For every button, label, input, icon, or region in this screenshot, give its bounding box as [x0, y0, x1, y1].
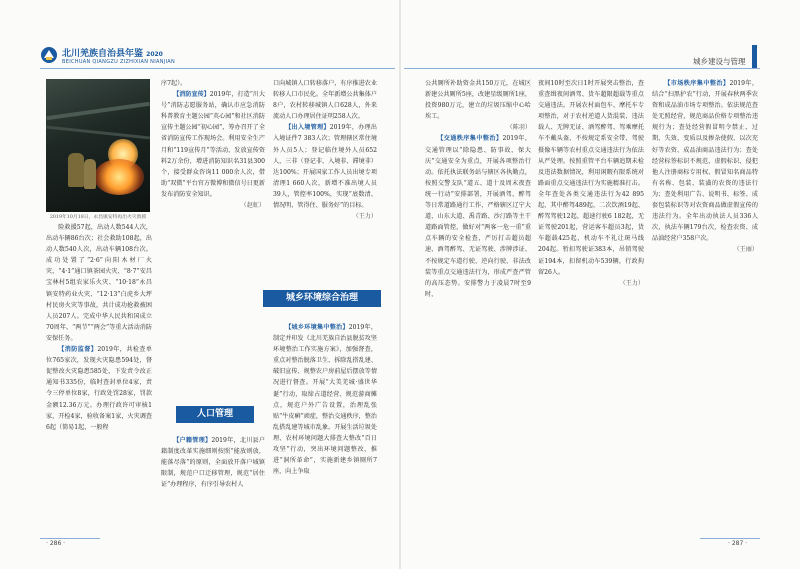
book-title: 北川羌族自治县年鉴 2020 — [62, 49, 163, 59]
article-text: （王力） — [619, 279, 644, 287]
left-header-rule — [40, 68, 395, 69]
article-paragraph — [161, 89, 265, 200]
column-6 — [652, 78, 758, 536]
article-paragraph — [161, 78, 265, 89]
right-footer-rule — [700, 538, 760, 539]
article-text: 口向城镇人口转移落户，有序推进农业转移人口市民化。全年新增公共集体户8户，农村转移城镇人口628人，外来流动人口办理居住证明258人次。 — [273, 80, 377, 121]
left-page-number: · 286 · — [46, 540, 66, 547]
article-text: 序7起）。 — [161, 80, 187, 87]
column-2 — [161, 78, 265, 394]
author-credit — [652, 244, 758, 255]
article-text: 公共厕所补助资金共150万元，在城区新建公共厕所5座，改建星级厕所1座，投资980万元，建立的垃圾压缩中心哈埃工。 — [425, 80, 531, 121]
article-text: （陈羽） — [506, 124, 531, 132]
article-heading: 【户籍管理】 — [173, 437, 212, 444]
article-text: 2019年，交通管理以“除隐患、防事故、保大庆”交通安全为重点，开展各项整治行动。依托执法联务站与辖区各执勤点，按照交警支队“道五、道十及周末夜查统一行动”安排部署，开展酒驾、醉驾等日常道路通行工作，严格辖区辽宁大道、山东大道、禹青路、沙汀路等主干道路面管控，做好对“两客一危一重”重点车辆的安全检查，严厉打击超员超速、酒驾醉驾、无证驾驶、涉牌涉证、不按规定车道行驶、逆向行驶、非法改装等重点交通违法行为，形成严查严管的高压态势。安排警力于凌晨7时至9时， — [425, 135, 531, 298]
left-footer-rule — [40, 538, 100, 539]
article-paragraph — [652, 78, 758, 244]
article-text: （王力） — [352, 213, 377, 221]
article-text: 2019年，制定并印发《北川羌族自治县脱贫攻坚环境整治工作实施方案》，加强督查，重点对整治脱落卫生、拆除乱搭乱建、破旧宣传、规整农户房前屋后摆放等情况进行督查。开展“大美羌城·盛世华诞”行动，取缔占道经营、规范游商摊点，规范户外广告设置，治理乱张贴“牛皮癣”顽症，整治交通秩序，整治乱搭乱建等城市乱象。开展生活垃圾处理、农村环境问题大排查大整改“百日攻坚”行动，突出环境问题整改，推进“洞所革命”，实施新建乡镇厕所7座，向上争取 — [273, 324, 377, 476]
photo-caption: 2019年10月18日，永昌镇安特再出火灾救援 — [49, 215, 147, 220]
article-text: 2019年，办理出入境证件7 383人次；管理辖区常住境外人员5人；登记临住境外人员652人，三非（登记非、入境非、滞境非）达100%；开展国家工作人员出境专项清理1 660人次，新增不准出境人员39人，管控率100%，实现“底数清、情况明、管得住、服务好”的目标。 — [273, 124, 377, 210]
article-text: 2019年，北川县户籍制度改革实施细则按照“能放则放，能落尽落”的原则，全面放开落户城镇限制，规范户口迁移管理，规范“居住证”办理程序，有序引导农村人 — [161, 437, 265, 489]
article-paragraph — [273, 122, 377, 211]
article-text: 夜间10时至次日1时开展突击整治，查重查缉夜间酒驾、货车超限超载等重点交通违法。开展农村面包车、摩托车专项整治，对于农村逆道人货混装、违法载人、无牌无证、酒驾醉驾、驾乘摩托车不戴头盔、不按规定系安全带、驾驶摄像车辆等农村重点交通违法行为依法从严处理。按照重管平台车辆追期未检及违法数据情况，利用闲暇有限系统对路面重点交通违法行为实施精准打击。全年查处各类交通违法行为42 895起，其中醉驾489起，二次饮酒19起、醉驾驾驶12起，超速行驶6 182起，无证驾驶201起，营运客车超员3起，货车超载425起，机动车不礼让斑马线204起。暂扣驾驶证383本，吊销驾驶证194本，扣留机动车539辆，行政拘留26人。 — [538, 80, 644, 276]
article-paragraph — [273, 78, 377, 122]
banner-environment: 城乡环境综合治理 — [263, 290, 381, 307]
article-text: 2019年，结合“扫黑护农”行动，开展春秋两季农资和成品油市场专项整治。依法规范查处无照经营，规范商品价格专项整治违规行为；查处经营假冒明令禁止、过期、失效、变质以及掺杂使假、以次充好等农资、成品油商品违法行为；查处经营标签标识不规范、虚假标识、侵犯他人注册商标专用权、假冒知名商品特有名称、包装、装潢的农资的违法行为；查处利用广告、说明书、标签、成套包装标识等对农资商品做虚假宣传的违法行为。全年出动执法人员336人次，执法车辆179台次，检查农资、成品油经营户358户次。 — [652, 80, 758, 243]
article-heading: 【消防监督】 — [58, 346, 98, 354]
article-paragraph — [538, 78, 644, 278]
author-credit — [425, 122, 531, 133]
left-header — [40, 44, 400, 74]
yearbook-logo-icon — [40, 46, 58, 64]
fire-rescue-photo — [46, 79, 150, 212]
article-paragraph — [425, 133, 531, 299]
column-1 — [46, 222, 152, 534]
author-credit — [538, 278, 644, 289]
section-title: 城乡建设与管理 — [693, 57, 746, 66]
article-paragraph — [46, 222, 152, 344]
article-heading: 【消防宣传】 — [173, 91, 210, 99]
column-5 — [538, 78, 644, 536]
article-text: （王丽） — [733, 246, 758, 254]
article-heading: 【出入境管理】 — [285, 124, 330, 132]
right-page-number: · 287 · — [728, 540, 748, 547]
article-paragraph — [161, 435, 265, 490]
article-text: 2019年，打造“川大号”消防志愿服务站，确认市应急消防科普教育主题公园“英心园”和社区消防宣传主题公园“初心园”，筹办召开了全省消防宣传工作现场会。利用安全生产月和“119宣传月”等活动，发放宣传资料2万余份，增进消防知识名31县300个，接受群众咨询11 000余人次，借助“双微”平台官方微博和微信号日更新发布消防安全知识。 — [161, 91, 265, 198]
author-credit — [273, 211, 377, 222]
article-text: （赵虹） — [240, 202, 265, 210]
article-heading: 【交通秩序集中整治】 — [437, 135, 503, 143]
page-fold — [399, 0, 401, 569]
column-4 — [425, 78, 531, 536]
article-paragraph — [425, 78, 531, 122]
column-3 — [273, 78, 377, 278]
article-heading: 【市场秩序集中整治】 — [664, 80, 730, 87]
section-marker — [752, 45, 757, 69]
author-credit — [161, 200, 265, 211]
article-text: 险救援57起，出动人数544人次，出动车辆86台次；社会救助108起，出动人数540人次，出动车辆108台次。成功处置了“2·6”向阳木材厂火灾、“4·1”通口镇茶园火灾、“8·7”安昌宝林村5组农家乐火灾、“10·18”永昌镇安特药业火灾、“12·13”白虎乡大坪村民房火灾等事故，共计成功抢救被困人员207人。完成中华人民共和国成立70周年、“两节”“两会”等重大活动消防安保任务。 — [46, 224, 152, 342]
article-paragraph — [46, 344, 152, 433]
column-3-lower — [273, 322, 377, 534]
article-text: 2019年，共检查单位765家次，发现火灾隐患594处，督促整改火灾隐患585处，下发责令改正通知书335份，临时查封单位4家，责令三停单位8家，行政处罚28家，罚款金额12.36万元。办理行政许可审核1家，开检4家，验收备案1家，火灾调查6起（简易1起、一般程 — [46, 346, 152, 431]
banner-population: 人口管理 — [176, 406, 254, 423]
book-subtitle: BEICHUAN QIANGZU ZIZHIXIAN NIANJIAN — [62, 59, 176, 65]
article-paragraph — [273, 322, 377, 477]
article-heading: 【城乡环境集中整治】 — [285, 324, 349, 331]
right-header-rule — [404, 68, 760, 69]
column-2-lower — [161, 435, 265, 535]
